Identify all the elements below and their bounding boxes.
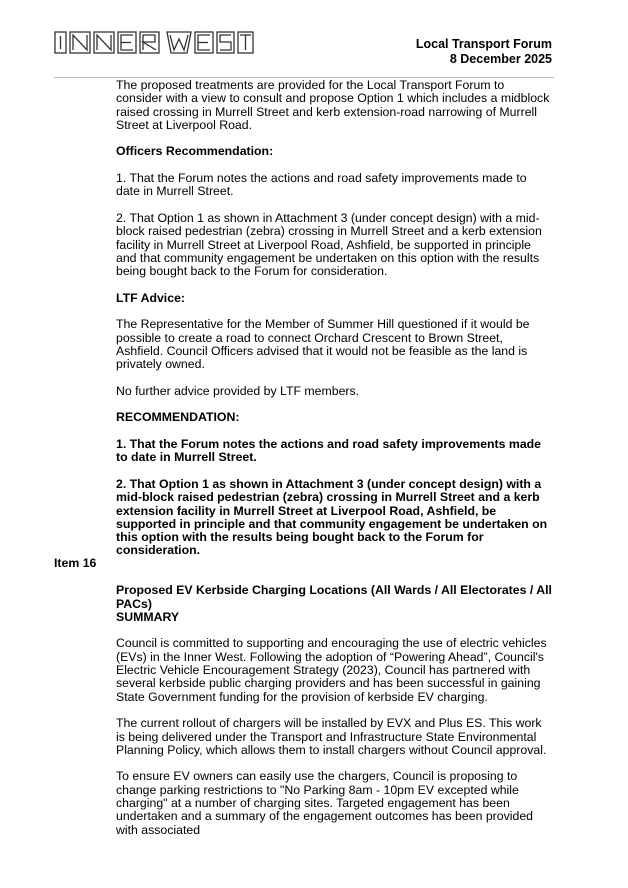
ltf-advice-paragraph: The Representative for the Member of Summer Hill questioned if it would be possible to create a road to connect Orchard Crescent to Brown Street, Ashfield. Council Officers advised that it would not be feasible as the land is privately owned. xyxy=(116,317,530,372)
recommendation-item-2: 2. That Option 1 as shown in Attachment 3 (under concept design) with a mid-block raised pedestrian (zebra) crossing in Murrell Street and a kerb extension facility in Murrell Street at Liverpool Road, Ashfield, be supported in principle and that community engagement be undertaken on this option with the results being bought back to the Forum for consideration. xyxy=(116,476,548,558)
officers-recommendation-item-2: 2. That Option 1 as shown in Attachment 3 (under concept design) with a mid-block raised pedestrian (zebra) crossing in Murrell Street and a kerb extension facility in Murrell Street at Liverpool Road, Ashfield, be supported in principle and that community engagement be undertaken on this option with the results being bought back to the Forum for consideration. xyxy=(116,210,542,279)
recommendation-item-1: 1. That the Forum notes the actions and road safety improvements made to date in Murrell Street. xyxy=(116,437,542,465)
ltf-advice-no-further: No further advice provided by LTF members. xyxy=(116,383,360,398)
officers-recommendation-item-1: 1. That the Forum notes the actions and road safety improvements made to date in Murrell Street. xyxy=(116,171,527,199)
page-header xyxy=(0,0,628,80)
summary-paragraph-2: The current rollout of chargers will be installed by EVX and Plus ES. This work is being delivered under the Transport and Infrastructure State Environmental Planning Policy, which allows them to install chargers without Council approval. xyxy=(116,716,547,757)
recommendation-heading: RECOMMENDATION: xyxy=(116,410,240,425)
ltf-advice-heading: LTF Advice: xyxy=(116,290,186,305)
page-content xyxy=(116,79,552,837)
officers-recommendation-heading: Officers Recommendation: xyxy=(116,144,274,159)
summary-heading: SUMMARY xyxy=(116,609,180,624)
intro-paragraph: The proposed treatments are provided for the Local Transport Forum to consider with a view to consult and propose Option 1 which includes a midblock raised crossing in Murrell Street and kerb extension-road narrowing of Murrell Street at Liverpool Road. xyxy=(116,78,550,132)
item-16-title: Proposed EV Kerbside Charging Locations (All Wards / All Electorates / All PACs) xyxy=(116,583,552,611)
header-meta xyxy=(416,37,552,66)
meeting-date: 8 December 2025 xyxy=(449,51,552,66)
summary-paragraph-3: To ensure EV owners can easily use the chargers, Council is proposing to change parking restrictions to "No Parking 8am - 10pm EV excepted while charging" at a number of charging sites. Targeted engagement has been undertaken and a summary of the engagement outcomes has been provided with associated xyxy=(116,769,533,837)
item-16-label: Item 16 xyxy=(54,556,97,570)
forum-name: Local Transport Forum xyxy=(415,37,552,51)
summary-paragraph-1: Council is committed to supporting and encouraging the use of electric vehicles (EVs) in the Inner West. Following the adoption of “Powering Ahead”, Council's Electric Vehicle Encouragement Strategy (2023), Council has partnered with several kerbside public charging providers and has been successful in gaining State Government funding for the provision of kerbside EV charging. xyxy=(116,636,547,704)
inner-west-logo xyxy=(54,30,254,56)
